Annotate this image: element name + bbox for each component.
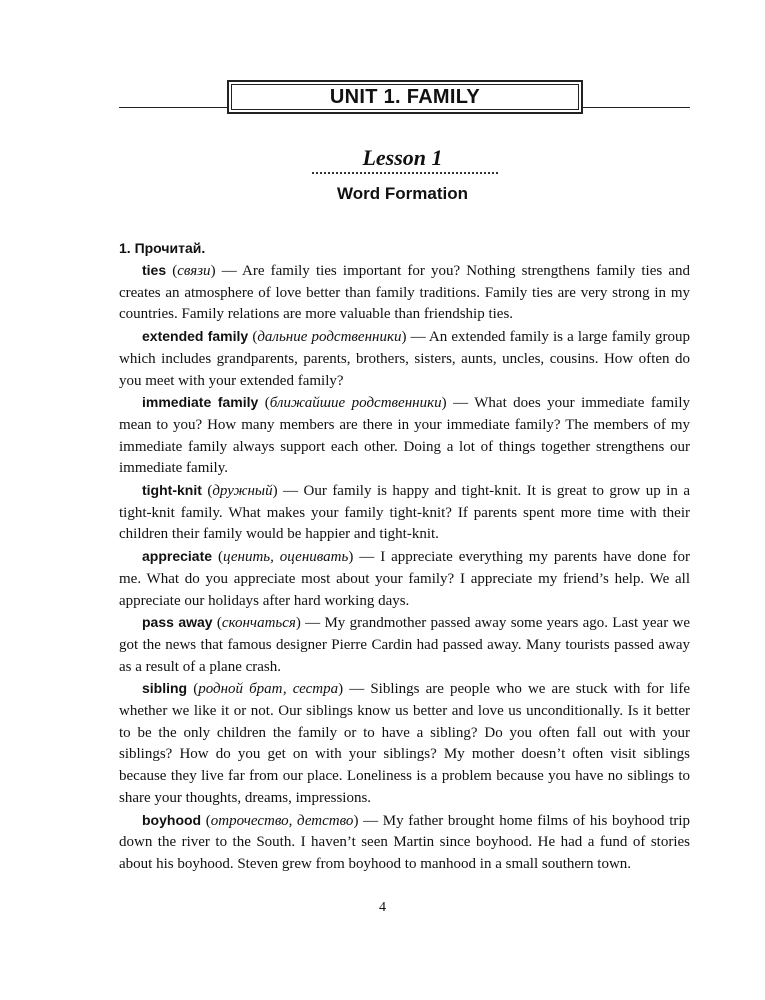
lesson-dotted-underline — [312, 172, 498, 174]
vocab-translation: отрочество, детство — [210, 812, 354, 829]
vocab-translation: дальние родственники — [257, 329, 402, 346]
vocab-entry-tight-knit: tight-knit (дружный) — Our family is happy and tight-knit. It is great to grow up in a tight-knit family. What makes your family tight-knit? If parents spent more time with their children their family would be happier and tight-knit. — [119, 482, 690, 543]
vocab-entry-immediate-family: immediate family (ближайшие родственники) — What does your immediate family mean to you? How many members are there in your immediate family? The members of my immediate family always support each other. Doing a lot of things together strengthens our immediate family. — [119, 394, 690, 477]
vocab-example-text: I appreciate everything my parents have done for me. What do you appreciate most about your family? I appreciate my friend’s help. We all appreciate our holidays after hard working days. — [119, 549, 690, 609]
exercise-instruction: 1. Прочитай. — [119, 240, 206, 256]
vocab-example-text: What does your immediate family mean to you? How many members are there in your immediate family? The members of my immediate family always support each other. Doing a lot of things together strengthens our immediate family. — [119, 395, 690, 477]
vocab-translation: дружный — [212, 483, 273, 500]
vocab-term: sibling — [142, 680, 188, 697]
vocab-translation: родной брат, сестра — [198, 681, 339, 698]
vocab-entry-ties: ties (связи) — Are family ties important for you? Nothing strengthens family ties and creates an atmosphere of love better than family traditions. Family ties are very strong in my countries. Family relations are more valuable than friendship ties. — [119, 262, 690, 323]
vocab-term: immediate family — [142, 394, 259, 411]
vocab-translation: скончаться — [221, 615, 296, 632]
vocab-example-text: Our family is happy and tight-knit. It is great to grow up in a tight-knit family. What makes your family tight-knit? If parents spent more time with their children their family would be happier and tight-knit. — [119, 483, 690, 543]
vocab-term: tight-knit — [142, 482, 202, 499]
vocab-example-text: Siblings are people who we are stuck with for life whether we like it or not. Our siblings know us better and love us unconditionally. Is it better to be the only children the family or to have a sibling? Do you often fall out with your siblings? How do you get on with your siblings? My mother doesn’t often visit siblings because they live far from our place. Loneliness is a problem because you have no siblings to share your thoughts, dreams, impressions. — [119, 681, 691, 806]
vocab-term: ties — [142, 262, 167, 278]
unit-title: UNIT 1. FAMILY — [329, 85, 481, 108]
vocab-example-text: Are family ties important for you? Nothing strengthens family ties and creates an atmosphere of love better than family traditions. Family ties are very strong in my countries. Family relations are more valuable than friendship ties. — [119, 263, 690, 323]
vocabulary-entries — [119, 260, 690, 876]
vocab-entry-sibling: sibling (родной брат, сестра) — Siblings are people who we are stuck with for life whether we like it or not. Our siblings know us better and love us unconditionally. Is it better to be the only children the family or to have a sibling? Do you often fall out with your siblings? How do you get on with your siblings? My mother doesn’t often visit siblings because they live far from our place. Loneliness is a problem because you have no siblings to share your thoughts, dreams, impressions. — [119, 680, 691, 806]
vocab-example-text: My father brought home films of his boyhood trip down the river to the South. I haven’t seen Martin since boyhood. He had a fund of stories about his boyhood. Steven grew from boyhood to manhood in a small southern town. — [119, 812, 691, 872]
vocab-term: boyhood — [142, 811, 202, 828]
vocab-example-text: An extended family is a large family group which includes grandparents, parents, brothers, sisters, aunts, uncles, cousins. How often do you meet with your extended family? — [119, 329, 690, 389]
page-number: 4 — [379, 900, 386, 915]
vocab-example-text: My grandmother passed away some years ago. Last year we got the news that famous designer Pierre Cardin had passed away. Many tourists passed away as a result of a plane crash. — [119, 615, 690, 675]
vocab-term: appreciate — [142, 548, 213, 565]
vocab-entry-pass-away: pass away (скончаться) — My grandmother passed away some years ago. Last year we got the news that famous designer Pierre Cardin had passed away. Many tourists passed away as a result of a plane crash. — [119, 614, 690, 675]
vocab-translation: ближайшие родственники — [269, 395, 442, 412]
lesson-title: Lesson 1 — [362, 145, 443, 170]
vocab-translation: ценить, оценивать — [222, 549, 349, 566]
vocab-entry-extended-family: extended family (дальние родственники) — An extended family is a large family group which includes grandparents, parents, brothers, sisters, aunts, uncles, cousins. How often do you meet with your extended family? — [119, 328, 690, 389]
unit-title-box — [227, 80, 583, 114]
vocab-entry-boyhood: boyhood (отрочество, детство) — My father brought home films of his boyhood trip down the river to the South. I haven’t seen Martin since boyhood. He had a fund of stories about his boyhood. Steven grew from boyhood to manhood in a small southern town. — [119, 811, 691, 872]
vocab-term: pass away — [142, 614, 213, 631]
section-title: Word Formation — [337, 184, 468, 203]
vocab-entry-appreciate: appreciate (ценить, оценивать) — I appreciate everything my parents have done for me. What do you appreciate most about your family? I appreciate my friend’s help. We all appreciate our holidays after hard working days. — [119, 548, 690, 609]
vocab-term: extended family — [142, 328, 249, 345]
vocab-translation: связи — [177, 263, 211, 279]
